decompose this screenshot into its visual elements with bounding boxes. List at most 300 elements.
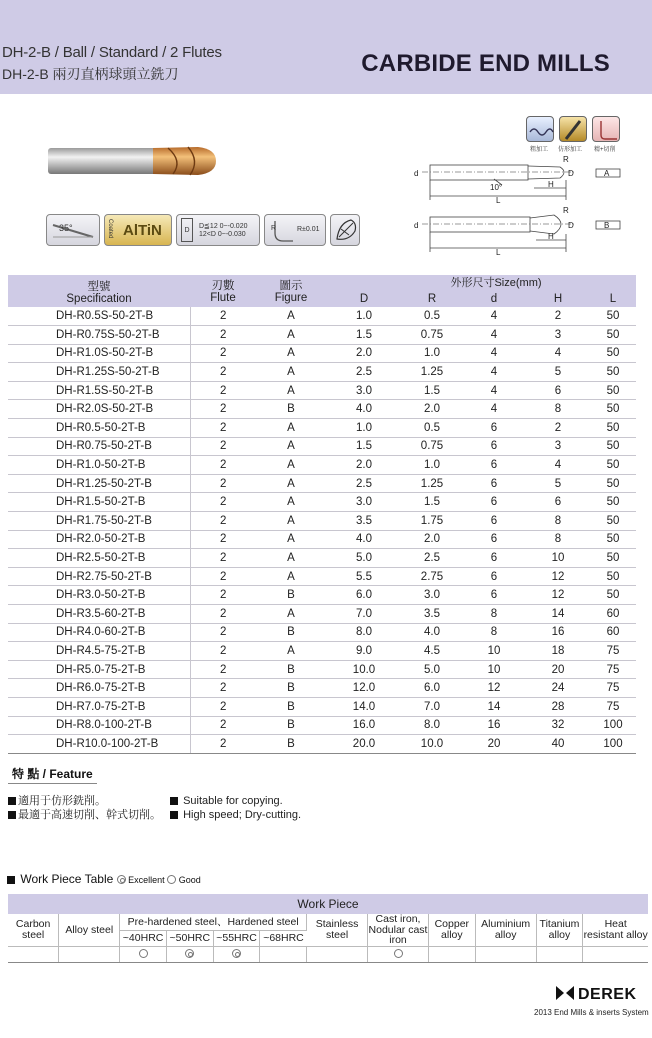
cell-l: 50: [590, 549, 636, 568]
cell-h: 32: [526, 716, 590, 735]
cell-l: 100: [590, 716, 636, 735]
cell-model: DH-R1.25S-50-2T-B: [8, 363, 190, 382]
cell-l: 100: [590, 735, 636, 754]
col-titanium: Titanium alloy: [536, 914, 583, 946]
cell-flute: 2: [190, 493, 256, 512]
cell-h: 12: [526, 586, 590, 605]
cell-h: 28: [526, 697, 590, 716]
svg-text:A: A: [604, 169, 610, 178]
cell-model: DH-R1.0-50-2T-B: [8, 456, 190, 475]
cell-figure: A: [256, 605, 326, 624]
cell-shank-d: 6: [462, 549, 526, 568]
cell-figure: A: [256, 642, 326, 661]
cell-flute: 2: [190, 605, 256, 624]
cell-model: DH-R4.0-60-2T-B: [8, 623, 190, 642]
cell-model: DH-R7.0-75-2T-B: [8, 697, 190, 716]
cell-h: 14: [526, 605, 590, 624]
cell-l: 50: [590, 381, 636, 400]
cell-model: DH-R5.0-75-2T-B: [8, 660, 190, 679]
cell-figure: A: [256, 363, 326, 382]
cell-shank-d: 4: [462, 381, 526, 400]
cell-figure: B: [256, 735, 326, 754]
col-stainless: Stainless steel: [307, 914, 368, 946]
cell-l: 75: [590, 642, 636, 661]
cell-d: 1.5: [326, 437, 402, 456]
cell-h: 24: [526, 679, 590, 698]
cell-h: 6: [526, 493, 590, 512]
header-d-small: d: [490, 293, 498, 305]
cell-model: DH-R1.5S-50-2T-B: [8, 381, 190, 400]
cell-r: 5.0: [402, 660, 462, 679]
radius-tolerance-icon: R R±0.01: [264, 214, 326, 246]
cell-r: 0.5: [402, 419, 462, 438]
col-hrc-55: ~55HRC: [213, 930, 260, 946]
rating-cell: [536, 946, 583, 962]
cell-l: 75: [590, 660, 636, 679]
cell-r: 6.0: [402, 679, 462, 698]
table-header-row: [8, 275, 636, 307]
specification-table: [8, 275, 636, 754]
brand-logo: DEREK: [556, 986, 637, 1004]
cell-flute: 2: [190, 437, 256, 456]
rating-cell: [59, 946, 120, 962]
cell-h: 2: [526, 419, 590, 438]
cell-figure: A: [256, 307, 326, 326]
excellent-icon: [232, 949, 241, 958]
cell-figure: A: [256, 512, 326, 531]
cell-l: 60: [590, 623, 636, 642]
cell-r: 8.0: [402, 716, 462, 735]
feature-item: Suitable for copying.: [170, 794, 370, 808]
rating-cell: [8, 946, 59, 962]
cell-d: 3.0: [326, 381, 402, 400]
cell-model: DH-R0.5S-50-2T-B: [8, 307, 190, 326]
cell-shank-d: 6: [462, 456, 526, 475]
table-row: [8, 493, 636, 512]
cell-flute: 2: [190, 567, 256, 586]
cell-figure: A: [256, 456, 326, 475]
cell-figure: A: [256, 437, 326, 456]
cell-shank-d: 4: [462, 326, 526, 345]
header-l: L: [609, 293, 617, 305]
table-row: [8, 716, 636, 735]
cell-h: 5: [526, 363, 590, 382]
svg-text:H: H: [548, 232, 554, 241]
cell-flute: 2: [190, 586, 256, 605]
cell-l: 50: [590, 400, 636, 419]
bullet-icon: [8, 797, 16, 805]
feature-item: High speed; Dry-cutting.: [170, 808, 370, 822]
roughing-icon: [526, 116, 554, 142]
good-icon: [139, 949, 148, 958]
cell-d: 12.0: [326, 679, 402, 698]
svg-text:R: R: [563, 206, 569, 215]
cell-shank-d: 8: [462, 623, 526, 642]
rating-cell: [583, 946, 648, 962]
tool-dimension-drawing: [406, 152, 630, 262]
cell-figure: A: [256, 530, 326, 549]
workpiece-ratings-row: [8, 946, 648, 962]
cell-shank-d: 6: [462, 493, 526, 512]
cell-figure: A: [256, 419, 326, 438]
cell-d: 2.5: [326, 474, 402, 493]
cell-flute: 2: [190, 679, 256, 698]
cell-d: 9.0: [326, 642, 402, 661]
svg-text:B: B: [604, 221, 610, 230]
cell-h: 8: [526, 512, 590, 531]
cell-h: 12: [526, 567, 590, 586]
cell-model: DH-R2.0-50-2T-B: [8, 530, 190, 549]
cell-flute: 2: [190, 549, 256, 568]
svg-text:H: H: [548, 180, 554, 189]
cell-h: 3: [526, 437, 590, 456]
cell-figure: A: [256, 474, 326, 493]
rating-cell: [260, 946, 307, 962]
cell-flute: 2: [190, 474, 256, 493]
bullet-icon: [170, 811, 178, 819]
table-row: [8, 363, 636, 382]
feature-item: 最適于高速切削、幹式切削。: [8, 808, 161, 822]
svg-text:L: L: [496, 196, 501, 205]
cell-d: 5.0: [326, 549, 402, 568]
table-row: [8, 307, 636, 326]
cell-shank-d: 10: [462, 660, 526, 679]
workpiece-table: [8, 894, 648, 963]
cell-l: 50: [590, 474, 636, 493]
cell-model: DH-R1.5-50-2T-B: [8, 493, 190, 512]
col-aluminium: Aluminium alloy: [475, 914, 536, 946]
cell-shank-d: 6: [462, 567, 526, 586]
cell-d: 8.0: [326, 623, 402, 642]
cell-h: 40: [526, 735, 590, 754]
cell-h: 6: [526, 381, 590, 400]
cell-shank-d: 8: [462, 605, 526, 624]
finishing-icon: [592, 116, 620, 142]
product-subtitle-cn: DH-2-B 兩刃直柄球頭立銑刀: [2, 66, 179, 82]
cell-shank-d: 14: [462, 697, 526, 716]
cell-h: 2: [526, 307, 590, 326]
cell-flute: 2: [190, 400, 256, 419]
cell-r: 7.0: [402, 697, 462, 716]
table-row: [8, 679, 636, 698]
cell-r: 2.0: [402, 530, 462, 549]
cell-model: DH-R2.75-50-2T-B: [8, 567, 190, 586]
cell-flute: 2: [190, 307, 256, 326]
cell-flute: 2: [190, 456, 256, 475]
bullet-icon: [170, 797, 178, 805]
rating-cell: [120, 946, 167, 962]
good-icon: [394, 949, 403, 958]
cell-model: DH-R3.5-60-2T-B: [8, 605, 190, 624]
cell-d: 6.0: [326, 586, 402, 605]
good-icon: [167, 875, 176, 884]
cell-flute: 2: [190, 660, 256, 679]
cell-d: 7.0: [326, 605, 402, 624]
cell-h: 8: [526, 400, 590, 419]
table-row: [8, 419, 636, 438]
cell-flute: 2: [190, 735, 256, 754]
table-row: [8, 326, 636, 345]
cell-r: 3.0: [402, 586, 462, 605]
cell-r: 4.5: [402, 642, 462, 661]
table-row: [8, 381, 636, 400]
excellent-icon: [185, 949, 194, 958]
cell-r: 2.75: [402, 567, 462, 586]
cell-figure: A: [256, 326, 326, 345]
cell-r: 0.75: [402, 326, 462, 345]
cell-figure: B: [256, 660, 326, 679]
header-flute: 刃數 Flute: [190, 275, 256, 307]
cell-l: 50: [590, 493, 636, 512]
drawing-type-a: [422, 165, 620, 200]
tolerance-icon: D D≦12 0~-0.020 12<D 0~-0.030: [176, 214, 260, 246]
cell-l: 75: [590, 679, 636, 698]
rating-cell: [307, 946, 368, 962]
page-title: CARBIDE END MILLS: [361, 50, 610, 77]
cell-flute: 2: [190, 623, 256, 642]
cell-l: 60: [590, 605, 636, 624]
cell-model: DH-R2.5-50-2T-B: [8, 549, 190, 568]
workpiece-table-title: Work Piece: [8, 894, 648, 914]
cell-flute: 2: [190, 530, 256, 549]
col-alloy-steel: Alloy steel: [59, 914, 120, 946]
copying-icon: [559, 116, 587, 142]
rating-cell: [213, 946, 260, 962]
cell-flute: 2: [190, 344, 256, 363]
svg-text:R: R: [563, 155, 569, 164]
cell-shank-d: 4: [462, 344, 526, 363]
table-row: [8, 437, 636, 456]
cell-r: 1.5: [402, 381, 462, 400]
ball-nose-icon: [330, 214, 360, 246]
table-row: [8, 660, 636, 679]
col-carbon-steel: Carbon steel: [8, 914, 59, 946]
cell-d: 10.0: [326, 660, 402, 679]
header-h: H: [553, 293, 563, 305]
col-copper: Copper alloy: [428, 914, 475, 946]
svg-text:d: d: [414, 169, 419, 178]
cell-model: DH-R6.0-75-2T-B: [8, 679, 190, 698]
cell-r: 1.75: [402, 512, 462, 531]
cell-d: 4.0: [326, 400, 402, 419]
table-row: [8, 344, 636, 363]
cell-l: 50: [590, 567, 636, 586]
coating-icon: Coated AlTiN: [104, 214, 172, 246]
cell-model: DH-R1.25-50-2T-B: [8, 474, 190, 493]
cell-h: 5: [526, 474, 590, 493]
cell-r: 2.0: [402, 400, 462, 419]
table-row: [8, 456, 636, 475]
svg-text:d: d: [414, 221, 419, 230]
cell-l: 50: [590, 530, 636, 549]
cell-d: 1.0: [326, 419, 402, 438]
cell-model: DH-R1.75-50-2T-B: [8, 512, 190, 531]
table-row: [8, 586, 636, 605]
cell-shank-d: 4: [462, 400, 526, 419]
end-mill-photo: [48, 143, 218, 179]
table-row: [8, 512, 636, 531]
cell-d: 2.0: [326, 456, 402, 475]
helix-angle-icon: 35°: [46, 214, 100, 246]
cell-figure: A: [256, 493, 326, 512]
cell-figure: A: [256, 567, 326, 586]
cell-r: 0.75: [402, 437, 462, 456]
cell-l: 50: [590, 363, 636, 382]
header-d-big: D: [359, 293, 369, 305]
cell-figure: B: [256, 679, 326, 698]
cell-shank-d: 6: [462, 474, 526, 493]
cell-shank-d: 6: [462, 419, 526, 438]
cell-d: 5.5: [326, 567, 402, 586]
cell-h: 16: [526, 623, 590, 642]
cell-model: DH-R10.0-100-2T-B: [8, 735, 190, 754]
bullet-icon: [8, 811, 16, 819]
cell-model: DH-R8.0-100-2T-B: [8, 716, 190, 735]
product-subtitle-en: DH-2-B / Ball / Standard / 2 Flutes: [2, 44, 222, 61]
table-row: [8, 530, 636, 549]
rating-cell: [166, 946, 213, 962]
cell-h: 10: [526, 549, 590, 568]
cell-r: 3.5: [402, 605, 462, 624]
cell-d: 20.0: [326, 735, 402, 754]
cell-r: 1.0: [402, 456, 462, 475]
col-hardened-steel: Pre-hardened steel、Hardened steel: [120, 914, 307, 930]
header-model: 型號 Specification: [8, 275, 190, 307]
cell-shank-d: 6: [462, 530, 526, 549]
rating-cell: [428, 946, 475, 962]
cell-shank-d: 20: [462, 735, 526, 754]
cell-d: 2.5: [326, 363, 402, 382]
cell-h: 18: [526, 642, 590, 661]
cell-flute: 2: [190, 642, 256, 661]
cell-d: 2.0: [326, 344, 402, 363]
cell-shank-d: 6: [462, 437, 526, 456]
cell-r: 4.0: [402, 623, 462, 642]
cell-model: DH-R3.0-50-2T-B: [8, 586, 190, 605]
cell-model: DH-R2.0S-50-2T-B: [8, 400, 190, 419]
specification-rows: [8, 307, 636, 753]
cell-shank-d: 6: [462, 586, 526, 605]
cell-d: 3.5: [326, 512, 402, 531]
cell-l: 50: [590, 512, 636, 531]
cell-h: 3: [526, 326, 590, 345]
cell-shank-d: 10: [462, 642, 526, 661]
table-row: [8, 549, 636, 568]
cell-flute: 2: [190, 363, 256, 382]
cell-figure: B: [256, 697, 326, 716]
cell-l: 50: [590, 456, 636, 475]
cell-d: 1.0: [326, 307, 402, 326]
cell-l: 50: [590, 437, 636, 456]
cell-d: 3.0: [326, 493, 402, 512]
excellent-icon: [117, 875, 126, 884]
cell-model: DH-R1.0S-50-2T-B: [8, 344, 190, 363]
cell-l: 50: [590, 326, 636, 345]
table-row: [8, 474, 636, 493]
feature-heading: 特 點 / Feature: [8, 766, 97, 784]
cell-shank-d: 4: [462, 307, 526, 326]
cell-shank-d: 12: [462, 679, 526, 698]
svg-text:D: D: [568, 169, 574, 178]
cell-shank-d: 6: [462, 512, 526, 531]
table-row: [8, 735, 636, 754]
table-row: [8, 623, 636, 642]
cell-model: DH-R0.75S-50-2T-B: [8, 326, 190, 345]
cell-figure: B: [256, 586, 326, 605]
cell-r: 2.5: [402, 549, 462, 568]
cell-l: 50: [590, 307, 636, 326]
cell-r: 10.0: [402, 735, 462, 754]
derek-logo-icon: [556, 986, 574, 1000]
header-figure: 圖示 Figure: [256, 275, 326, 307]
cell-model: DH-R4.5-75-2T-B: [8, 642, 190, 661]
feature-item: 適用于仿形銑削。: [8, 794, 161, 808]
table-row: [8, 400, 636, 419]
rating-cell: [475, 946, 536, 962]
svg-text:10°: 10°: [490, 183, 503, 192]
col-cast-iron: Cast iron, Nodular cast iron: [368, 913, 428, 946]
cell-flute: 2: [190, 326, 256, 345]
cell-d: 4.0: [326, 530, 402, 549]
cell-h: 4: [526, 456, 590, 475]
cell-flute: 2: [190, 512, 256, 531]
cell-shank-d: 4: [462, 363, 526, 382]
cell-flute: 2: [190, 716, 256, 735]
cell-figure: A: [256, 381, 326, 400]
cell-r: 1.0: [402, 344, 462, 363]
cell-flute: 2: [190, 697, 256, 716]
bullet-icon: [7, 876, 15, 884]
cell-h: 8: [526, 530, 590, 549]
catalog-subtitle: 2013 End Mills & inserts System: [534, 1008, 649, 1017]
rating-cell: [368, 946, 429, 962]
cell-r: 1.25: [402, 363, 462, 382]
feature-list: [8, 794, 302, 822]
table-row: [8, 642, 636, 661]
cell-flute: 2: [190, 381, 256, 400]
svg-text:L: L: [496, 248, 501, 257]
cell-shank-d: 16: [462, 716, 526, 735]
table-row: [8, 697, 636, 716]
table-row: [8, 605, 636, 624]
svg-text:D: D: [568, 221, 574, 230]
cell-r: 1.5: [402, 493, 462, 512]
cell-figure: B: [256, 716, 326, 735]
cell-d: 16.0: [326, 716, 402, 735]
cell-h: 4: [526, 344, 590, 363]
col-hrc-40: ~40HRC: [120, 930, 167, 946]
cell-figure: B: [256, 400, 326, 419]
cell-d: 14.0: [326, 697, 402, 716]
cell-model: DH-R0.75-50-2T-B: [8, 437, 190, 456]
workpiece-title: Work Piece Table Excellent Good: [7, 872, 201, 886]
cell-d: 1.5: [326, 326, 402, 345]
col-heat-resistant: Heat resistant alloy: [583, 914, 648, 946]
cell-l: 50: [590, 344, 636, 363]
cell-flute: 2: [190, 419, 256, 438]
cell-figure: A: [256, 549, 326, 568]
cell-h: 20: [526, 660, 590, 679]
drawing-type-b: [422, 215, 620, 252]
page-header: [0, 0, 652, 94]
col-hrc-68: ~68HRC: [260, 930, 307, 946]
col-hrc-50: ~50HRC: [166, 930, 213, 946]
cell-r: 0.5: [402, 307, 462, 326]
cell-figure: A: [256, 344, 326, 363]
cell-l: 75: [590, 697, 636, 716]
header-r: R: [427, 293, 437, 305]
cell-l: 50: [590, 419, 636, 438]
